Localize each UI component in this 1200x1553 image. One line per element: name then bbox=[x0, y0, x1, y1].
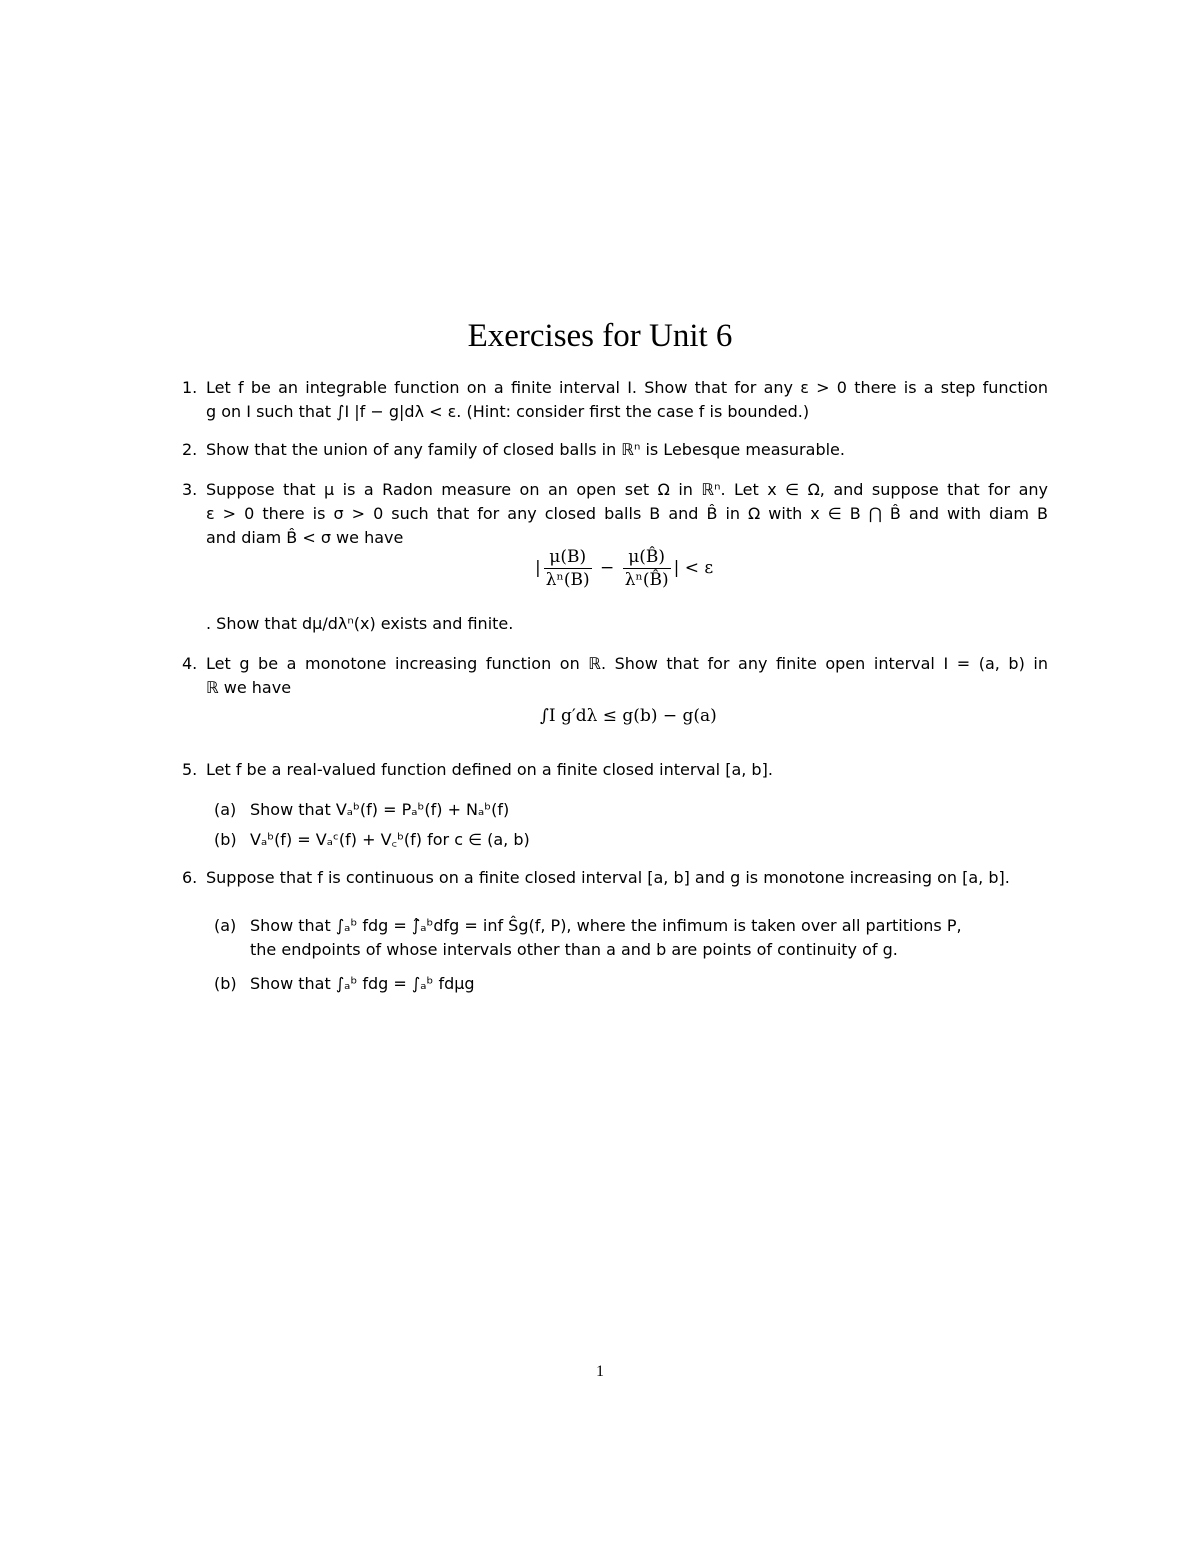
part-label: (a) bbox=[214, 916, 237, 935]
exercise-text-line: Let f be an integrable function on a finite interval I. Show that for any ε > 0 there is a step function bbox=[206, 378, 1048, 397]
fraction bbox=[544, 546, 592, 591]
part-text: the endpoints of whose intervals other than a and b are points of continuity of g. bbox=[250, 940, 898, 959]
part-text: Show that ∫ₐᵇ fdg = ∫̂ₐᵇdfg = inf Ŝg(f, P), where the infimum is taken over all partitions P, bbox=[250, 916, 962, 935]
minus-sign: − bbox=[600, 558, 615, 578]
exercise-text-line: . Show that dμ/dλⁿ(x) exists and finite. bbox=[206, 614, 514, 633]
exercise-number: 2. bbox=[182, 440, 198, 459]
display-equation: ∫I g′dλ ≤ g(b) − g(a) bbox=[540, 706, 717, 726]
numerator: μ(B) bbox=[544, 546, 592, 569]
exercise-text-line: ℝ we have bbox=[206, 678, 292, 697]
exercise-number: 4. bbox=[182, 654, 198, 673]
exercise-number: 6. bbox=[182, 868, 198, 887]
part-text: Show that ∫ₐᵇ fdg = ∫ₐᵇ fdμg bbox=[250, 974, 475, 993]
page-title: Exercises for Unit 6 bbox=[467, 318, 733, 354]
exercise-text-line: Let f be a real-valued function defined on a finite closed interval [a, b]. bbox=[206, 760, 773, 779]
exercise-text-line: Show that the union of any family of closed balls in ℝⁿ is Lebesque measurable. bbox=[206, 440, 845, 459]
part-label: (a) bbox=[214, 800, 237, 819]
exercise-number: 5. bbox=[182, 760, 198, 779]
display-equation bbox=[535, 546, 713, 591]
part-text: Show that Vₐᵇ(f) = Pₐᵇ(f) + Nₐᵇ(f) bbox=[250, 800, 510, 819]
exercise-text-line: ε > 0 there is σ > 0 such that for any closed balls B and B̂ in Ω with x ∈ B ⋂ B̂ and with diam B bbox=[206, 504, 1048, 523]
denominator: λⁿ(B) bbox=[545, 570, 590, 590]
page-number: 1 bbox=[596, 1363, 604, 1380]
exercise-text-line: Suppose that f is continuous on a finite closed interval [a, b] and g is monotone increasing on [a, b]. bbox=[206, 868, 1010, 887]
exercise-text-line: and diam B̂ < σ we have bbox=[206, 528, 404, 547]
exercise-text-line: Suppose that μ is a Radon measure on an open set Ω in ℝⁿ. Let x ∈ Ω, and suppose that for any bbox=[206, 480, 1048, 499]
fraction bbox=[623, 546, 671, 591]
exercise-text-line: g on I such that ∫I |f − g|dλ < ε. (Hint: consider first the case f is bounded.) bbox=[206, 402, 810, 421]
part-label: (b) bbox=[214, 830, 237, 849]
denominator: λⁿ(B̂) bbox=[624, 570, 669, 590]
exercise-number: 1. bbox=[182, 378, 198, 397]
part-text: Vₐᵇ(f) = Vₐᶜ(f) + V꜀ᵇ(f) for c ∈ (a, b) bbox=[250, 830, 530, 849]
part-label: (b) bbox=[214, 974, 237, 993]
numerator: μ(B̂) bbox=[623, 546, 671, 569]
inequality-tail: | < ε bbox=[673, 558, 714, 578]
exercise-number: 3. bbox=[182, 480, 198, 499]
abs-bar: | bbox=[535, 558, 541, 578]
exercise-text-line: Let g be a monotone increasing function on ℝ. Show that for any finite open interval I = (a, b) in bbox=[206, 654, 1048, 673]
